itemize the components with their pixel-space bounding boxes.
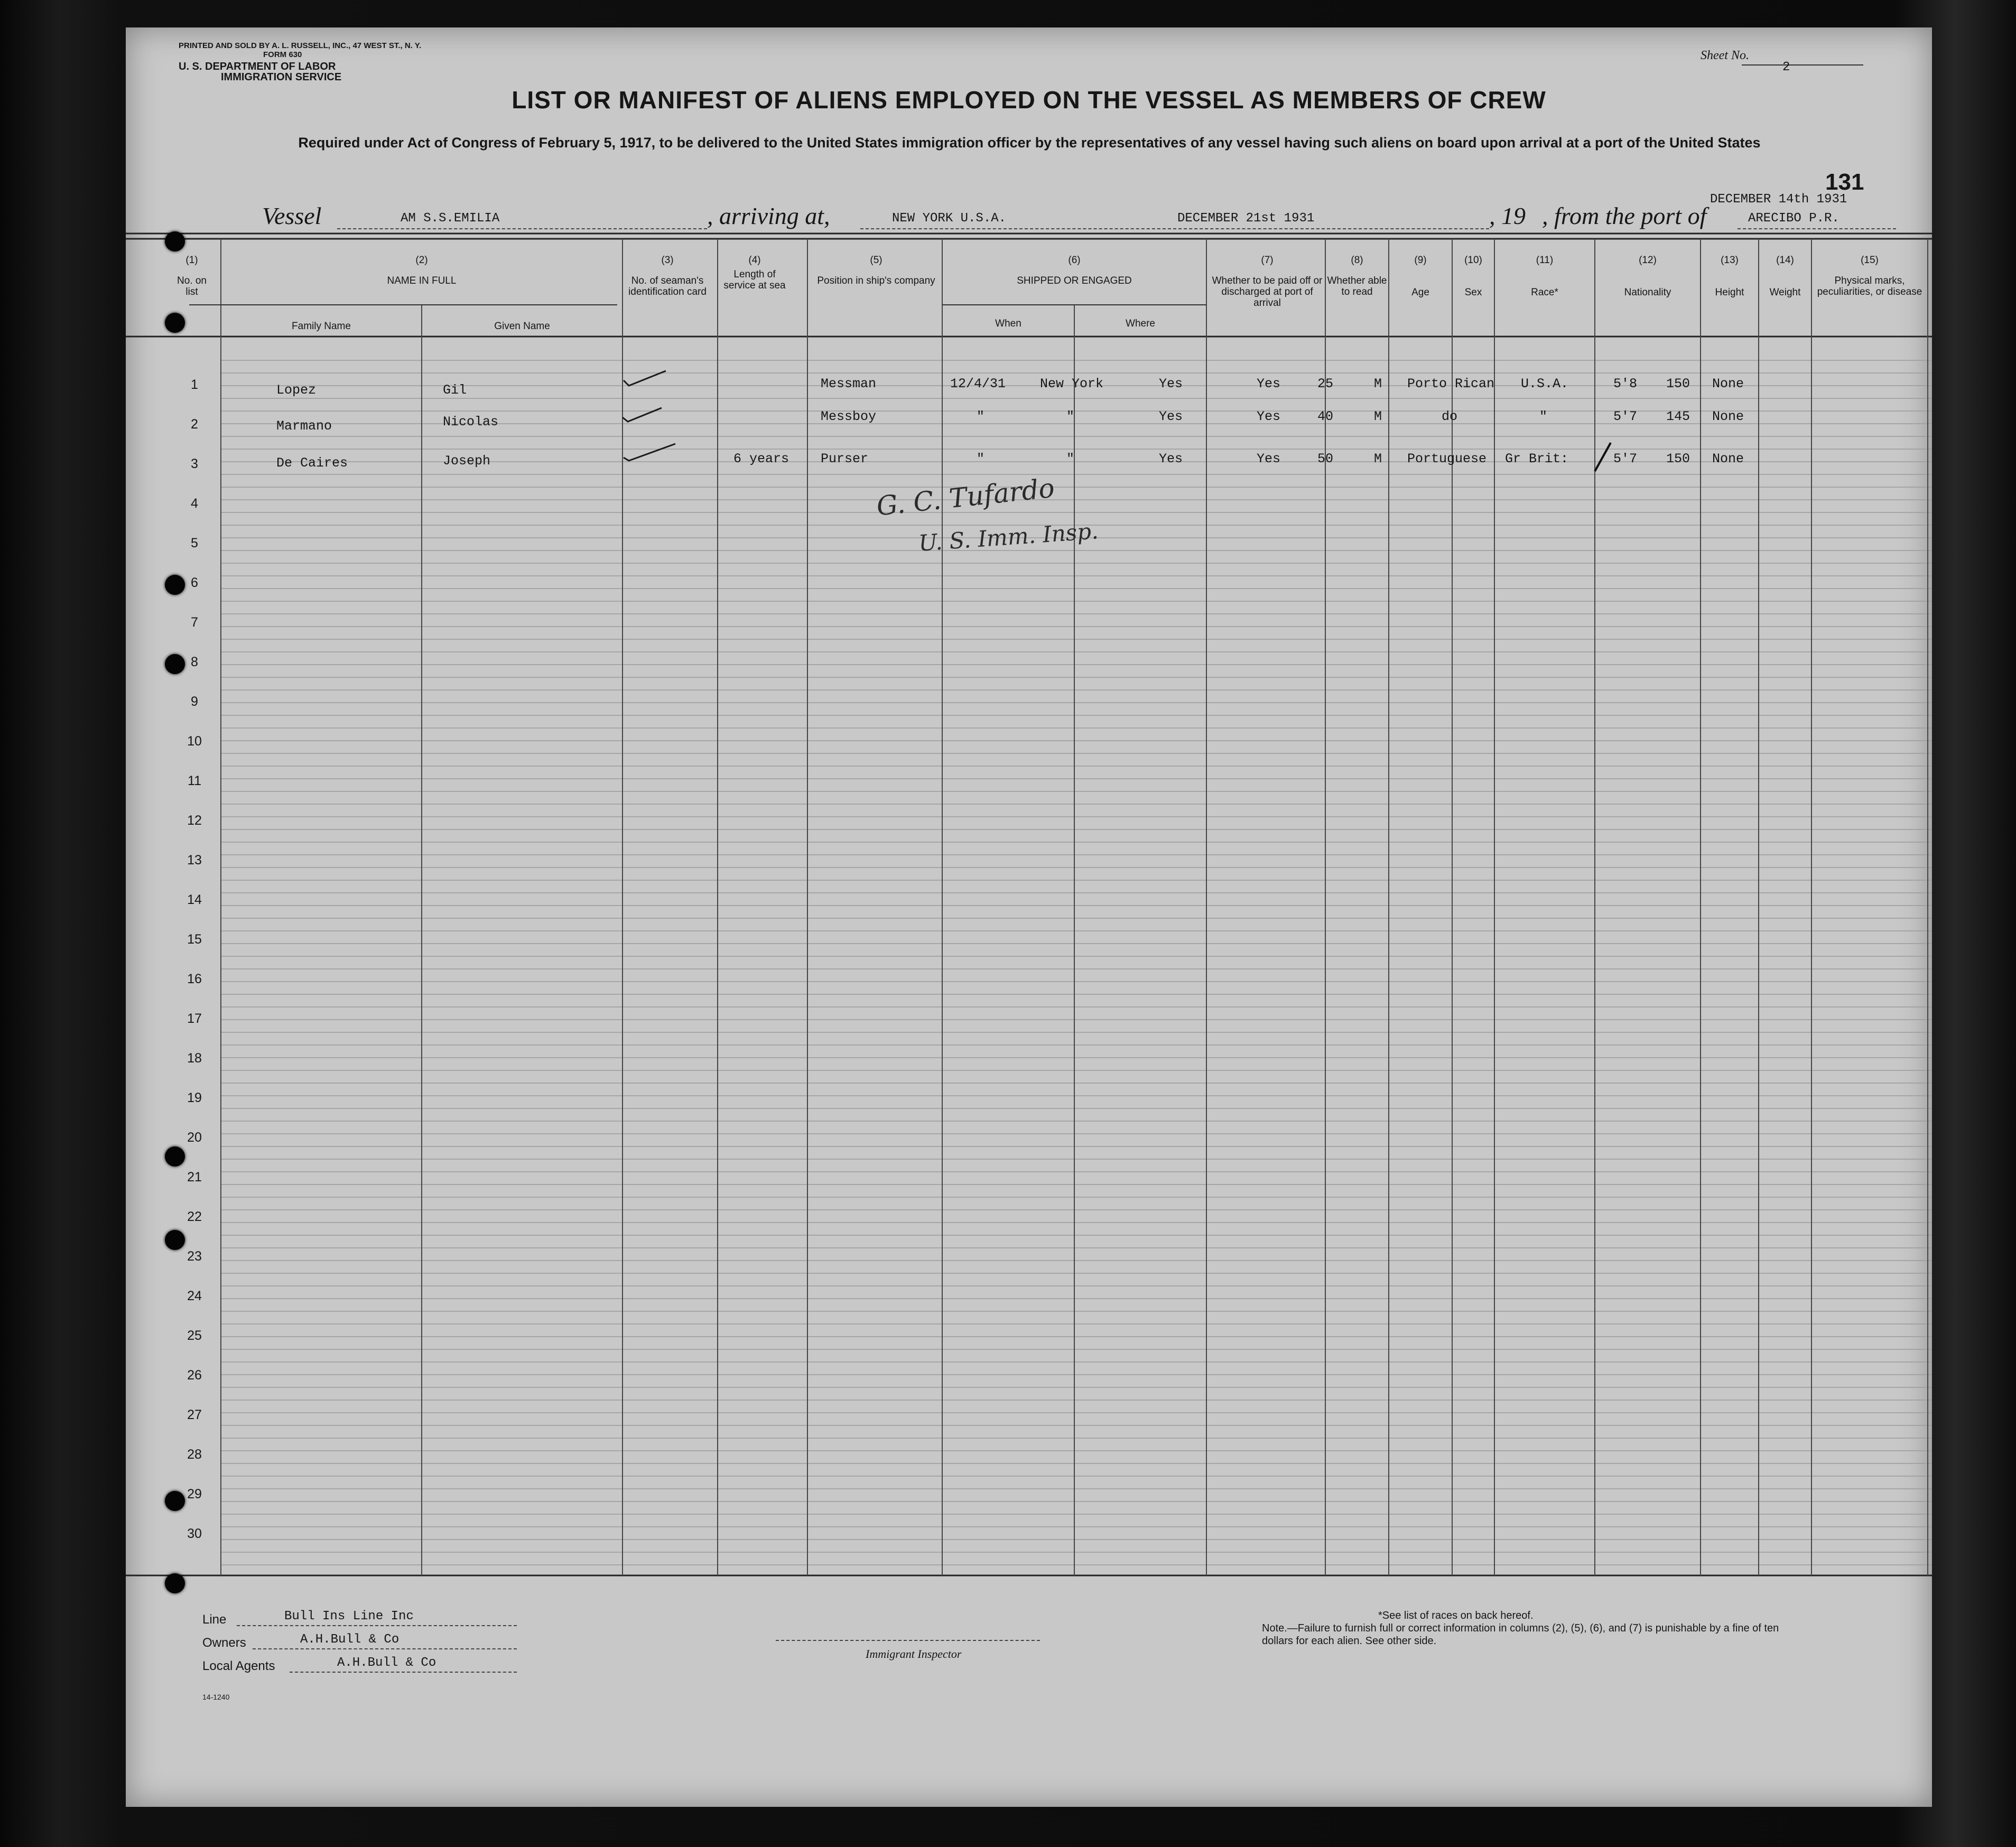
row-number: 8	[191, 655, 198, 669]
position: Purser	[821, 451, 869, 467]
sex: M	[1374, 409, 1382, 424]
column-label: No. of seaman's identification card	[628, 275, 707, 297]
binder-hole	[165, 1146, 185, 1167]
row-number: 21	[187, 1170, 202, 1184]
family-name: Lopez	[276, 383, 317, 398]
column-label: Sex	[1464, 287, 1482, 298]
column-number: (2)	[415, 255, 428, 266]
age: 25	[1317, 376, 1334, 391]
row-number: 15	[187, 932, 202, 947]
shipped-when: 12/4/31	[950, 376, 1006, 391]
binder-hole	[165, 1573, 185, 1593]
column-label: Physical marks, peculiarities, or disease	[1817, 275, 1922, 297]
form-number: FORM 630	[263, 50, 302, 59]
physical-marks: None	[1712, 409, 1744, 424]
column-number: (5)	[870, 255, 882, 266]
column-label: Position in ship's company	[817, 275, 935, 286]
column-label: NAME IN FULL	[387, 275, 457, 286]
column-label: Whether to be paid off or discharged at port of arrival	[1212, 275, 1323, 309]
weight: 150	[1666, 451, 1690, 467]
column-number: (6)	[1068, 255, 1081, 266]
column-number: (10)	[1464, 255, 1482, 266]
column-number: (8)	[1351, 255, 1363, 266]
year-label: , 19	[1489, 202, 1526, 229]
row-number: 14	[187, 892, 202, 907]
row-number: 6	[191, 575, 198, 590]
height: 5'7	[1613, 451, 1638, 467]
able-to-read: Yes	[1257, 376, 1281, 391]
column-header-shipped	[942, 255, 1206, 286]
owners-underline	[253, 1648, 517, 1649]
inspector-title: U. S. Imm. Insp.	[917, 518, 1099, 556]
row-number: 18	[187, 1051, 202, 1066]
weight: 150	[1666, 376, 1690, 391]
row-number: 4	[191, 496, 198, 511]
shipped-where: New York	[1040, 376, 1104, 391]
paid-off: Yes	[1159, 451, 1183, 467]
column-label: Whether able to read	[1327, 275, 1387, 297]
owners-label: Owners	[202, 1636, 246, 1650]
row-number: 1	[191, 377, 198, 392]
column-header-id-card	[623, 255, 712, 297]
position: Messboy	[821, 409, 877, 424]
column-number: (12)	[1639, 255, 1657, 266]
paid-off: Yes	[1159, 376, 1183, 391]
checkmark-icon	[624, 371, 666, 386]
column-subheader-when: When	[995, 318, 1021, 329]
manifest-sheet	[126, 27, 1932, 1807]
column-number: (1)	[185, 255, 198, 266]
column-header-service	[718, 255, 792, 291]
inspector-signature-line	[776, 1640, 1040, 1641]
column-header-weight	[1759, 255, 1811, 298]
column-subheader-where: Where	[1126, 318, 1155, 329]
shipped-when: "	[977, 451, 985, 467]
agents-value: A.H.Bull & Co	[337, 1656, 436, 1670]
race: Porto Rican	[1407, 376, 1495, 391]
row-number: 19	[187, 1090, 202, 1105]
row-number: 13	[187, 853, 202, 867]
form-subtitle: Required under Act of Congress of February 5, 1917, to be delivered to the United States immigration officer by the representatives of any vessel having such aliens on board upon arrival at a port of the United States	[298, 135, 1761, 151]
binder-hole	[165, 231, 185, 251]
physical-marks: None	[1712, 376, 1744, 391]
port-date: DECEMBER 14th 1931	[1710, 192, 1847, 207]
printer-imprint	[179, 41, 421, 59]
family-name: De Caires	[276, 455, 348, 471]
column-number: (11)	[1536, 255, 1554, 266]
binder-hole	[165, 1491, 185, 1511]
row-number: 26	[187, 1368, 202, 1383]
checkmark-icon	[624, 444, 675, 461]
height: 5'8	[1613, 376, 1638, 391]
column-header-height	[1701, 255, 1759, 298]
shipped-when: "	[977, 409, 985, 424]
given-name: Nicolas	[443, 414, 499, 430]
column-number: (15)	[1861, 255, 1879, 266]
inspector-signature: G. C. Tufardo	[875, 472, 1056, 522]
form-title: LIST OR MANIFEST OF ALIENS EMPLOYED ON THE VESSEL AS MEMBERS OF CREW	[512, 86, 1546, 114]
nationality: Gr Brit:	[1505, 451, 1569, 467]
nationality: U.S.A.	[1521, 376, 1569, 391]
column-label: Height	[1715, 287, 1744, 298]
column-number: (7)	[1261, 255, 1274, 266]
paid-off: Yes	[1159, 409, 1183, 424]
column-label: Age	[1411, 287, 1429, 298]
printer-line: PRINTED AND SOLD BY A. L. RUSSELL, INC., 47 WEST ST., N. Y.	[179, 41, 422, 50]
column-header-read	[1325, 255, 1389, 297]
column-header-race	[1494, 255, 1595, 298]
height: 5'7	[1613, 409, 1638, 424]
row-number: 29	[187, 1487, 202, 1501]
service-name: IMMIGRATION SERVICE	[221, 71, 342, 83]
binder-hole	[165, 575, 185, 595]
race: Portuguese	[1407, 451, 1487, 467]
row-number: 10	[187, 734, 202, 749]
sheet-label: Sheet No.	[1701, 49, 1749, 62]
column-number: (3)	[661, 255, 674, 266]
sheet-underline	[1742, 64, 1863, 66]
column-label: No. on list	[177, 275, 207, 297]
column-header-position	[807, 255, 945, 286]
line-value: Bull Ins Line Inc	[284, 1609, 414, 1624]
row-number: 17	[187, 1011, 202, 1026]
form-code: 14-1240	[202, 1693, 230, 1701]
row-number: 27	[187, 1407, 202, 1422]
row-number: 25	[187, 1328, 202, 1343]
column-header-age	[1389, 255, 1452, 298]
given-name: Joseph	[443, 453, 491, 469]
binder-hole	[165, 1230, 185, 1250]
given-name: Gil	[443, 383, 467, 398]
races-note: *See list of races on back hereof.	[1378, 1610, 1534, 1621]
port-underline	[1738, 228, 1896, 229]
page-number: 131	[1825, 169, 1864, 195]
column-number: (14)	[1776, 255, 1794, 266]
row-number: 24	[187, 1289, 202, 1303]
family-name: Marmano	[276, 418, 332, 434]
row-number: 23	[187, 1249, 202, 1264]
row-number: 30	[187, 1526, 202, 1541]
penalty-note: Note.—Failure to furnish full or correct information in columns (2), (5), (6), and (7) is punishable by a fine of ten dollars for each alien. See other side.	[1262, 1622, 1779, 1647]
race: do	[1442, 409, 1458, 424]
arriving-label: , arriving at,	[707, 202, 830, 229]
column-header-paid-off	[1206, 255, 1328, 309]
arriving-underline	[860, 228, 1489, 229]
shipped-where: "	[1066, 409, 1075, 424]
vessel-label: Vessel	[262, 202, 322, 229]
able-to-read: Yes	[1257, 409, 1281, 424]
column-subheader-family: Family Name	[292, 321, 351, 332]
row-number: 28	[187, 1447, 202, 1462]
column-header-sex	[1452, 255, 1494, 298]
position: Messman	[821, 376, 877, 391]
row-number: 16	[187, 972, 202, 986]
physical-marks: None	[1712, 451, 1744, 467]
owners-value: A.H.Bull & Co	[300, 1633, 400, 1647]
arriving-value: NEW YORK U.S.A.	[892, 211, 1007, 226]
binder-hole	[165, 313, 185, 333]
agents-label: Local Agents	[202, 1659, 275, 1673]
sheet-number: 2	[1782, 60, 1790, 74]
sex: M	[1374, 376, 1382, 391]
sex: M	[1374, 451, 1382, 467]
checkmark-icon	[623, 408, 662, 422]
nationality: "	[1539, 409, 1548, 424]
footer-notes	[1262, 1609, 1790, 1647]
row-number: 5	[191, 536, 198, 551]
department-block	[179, 61, 341, 82]
row-number: 3	[191, 456, 198, 471]
row-number: 12	[187, 813, 202, 828]
weight: 145	[1666, 409, 1690, 424]
service-length: 6 years	[733, 451, 789, 467]
column-number: (13)	[1721, 255, 1739, 266]
row-number: 2	[191, 417, 198, 432]
age: 40	[1317, 409, 1334, 424]
column-header-no	[173, 255, 210, 297]
line-label: Line	[202, 1612, 227, 1627]
column-label: Nationality	[1624, 287, 1671, 298]
row-number: 11	[188, 773, 201, 788]
slash-mark-icon	[1590, 440, 1616, 477]
column-label: Race*	[1531, 287, 1558, 298]
column-label: Weight	[1769, 287, 1801, 298]
age: 50	[1317, 451, 1334, 467]
agents-underline	[290, 1672, 517, 1673]
able-to-read: Yes	[1257, 451, 1281, 467]
from-port-label: , from the port of	[1542, 202, 1707, 229]
row-number: 20	[187, 1130, 202, 1145]
column-number: (4)	[748, 255, 761, 266]
column-header-physical-marks	[1811, 255, 1928, 297]
column-label: Length of service at sea	[723, 269, 786, 291]
row-number: 22	[187, 1209, 202, 1224]
arrival-date: DECEMBER 21st 1931	[1177, 211, 1315, 226]
column-number: (9)	[1414, 255, 1427, 266]
inspector-label: Immigrant Inspector	[866, 1647, 962, 1661]
vessel-value: AM S.S.EMILIA	[401, 211, 500, 226]
port-value: ARECIBO P.R.	[1748, 211, 1840, 226]
column-header-name	[221, 255, 623, 286]
column-subheader-given: Given Name	[494, 321, 550, 332]
row-number: 9	[191, 694, 198, 709]
shipped-where: "	[1066, 451, 1075, 467]
line-underline	[237, 1625, 517, 1626]
department-name: U. S. DEPARTMENT OF LABOR	[179, 61, 336, 72]
id-card-checkmarks	[617, 355, 702, 492]
row-number: 7	[191, 615, 198, 630]
vessel-underline	[337, 228, 707, 229]
column-label: SHIPPED OR ENGAGED	[1017, 275, 1132, 286]
column-header-nationality	[1595, 255, 1701, 298]
binder-hole	[165, 654, 185, 674]
